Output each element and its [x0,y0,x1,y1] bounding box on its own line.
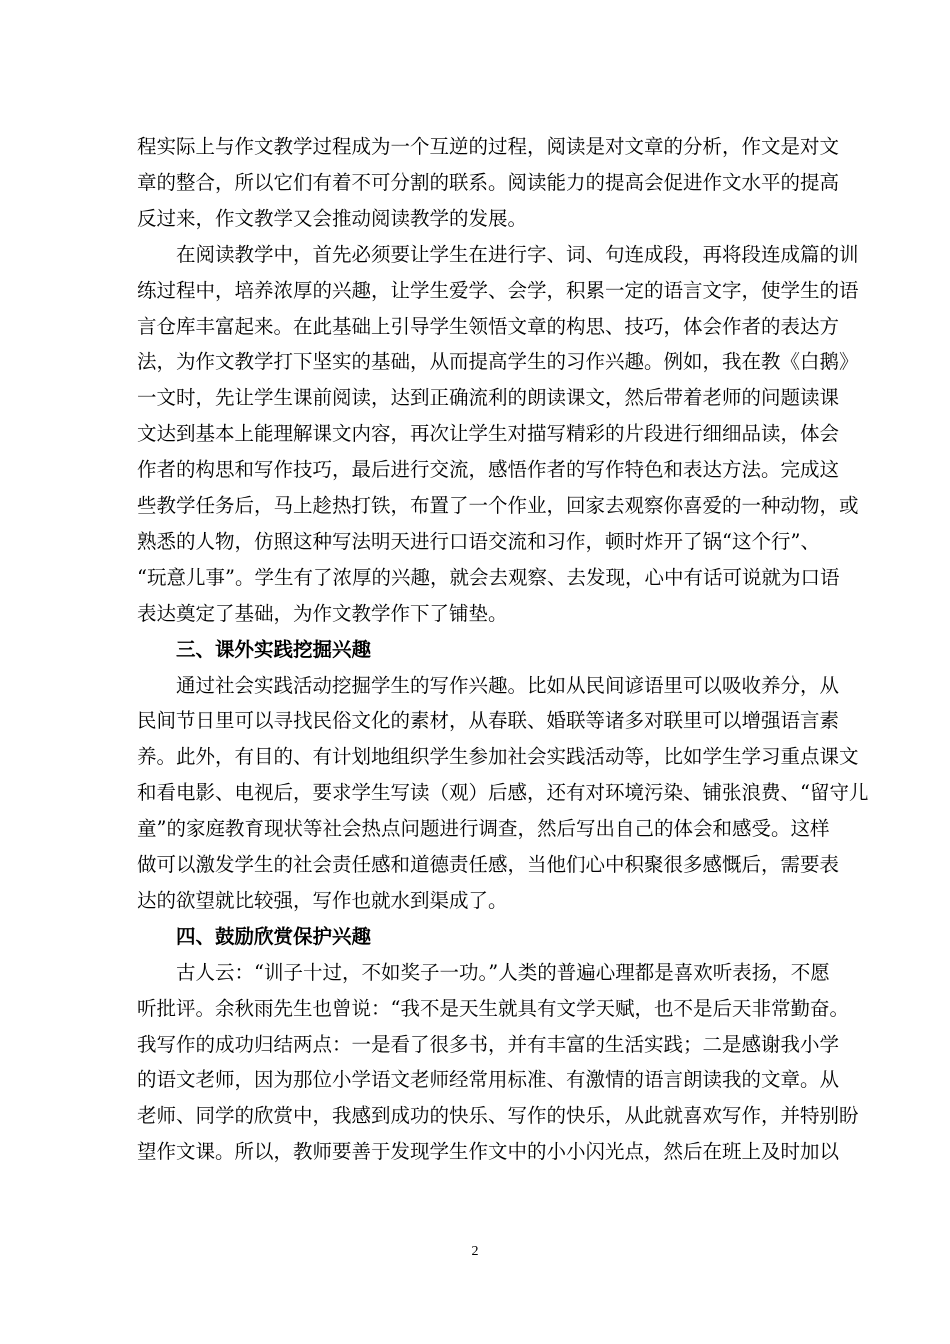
paragraph-line: 章的整合，所以它们有着不可分割的联系。阅读能力的提高会促进作文水平的提高 [137,170,840,194]
section-heading: 三、课外实践挖掘兴趣 [176,637,372,661]
paragraph-line: 听批评。余秋雨先生也曾说：“我不是天生就具有文学天赋，也不是后天非常勤奋。 [137,996,849,1020]
paragraph-line: 通过社会实践活动挖掘学生的写作兴趣。比如从民间谚语里可以吸收养分，从 [176,673,840,697]
paragraph-line: 作者的构思和写作技巧，最后进行交流，感悟作者的写作特色和表达方法。完成这 [137,458,840,482]
paragraph-line: 古人云：“训子十过，不如奖子一功。”人类的普遍心理都是喜欢听表扬，不愿 [176,960,830,984]
paragraph-line: 练过程中，培养浓厚的兴趣，让学生爱学、会学，积累一定的语言文字，使学生的语 [137,278,859,302]
paragraph-line: 老师、同学的欣赏中，我感到成功的快乐、写作的快乐，从此就喜欢写作，并特别盼 [137,1104,859,1128]
paragraph-line: 和看电影、电视后，要求学生写读（观）后感，还有对环境污染、铺张浪费、“留守儿 [137,781,869,805]
paragraph-line: 做可以激发学生的社会责任感和道德责任感，当他们心中积聚很多感慨后，需要表 [137,853,840,876]
paragraph-line: “玩意儿事”。学生有了浓厚的兴趣，就会去观察、去发现，心中有话可说就为口语 [137,565,840,589]
paragraph-line: 我写作的成功归结两点：一是看了很多书，并有丰富的生活实践；二是感谢我小学 [137,1032,840,1056]
paragraph-line: 熟悉的人物，仿照这种写法明天进行口语交流和习作，顿时炸开了锅“这个行”、 [137,529,820,553]
paragraph-line: 些教学任务后，马上趁热打铁，布置了一个作业，回家去观察你喜爱的一种动物，或 [137,494,859,517]
paragraph-line: 表达奠定了基础，为作文教学作下了铺垫。 [137,601,508,625]
paragraph-line: 法，为作文教学打下坚实的基础，从而提高学生的习作兴趣。例如，我在教《白鹅》 [137,350,859,374]
paragraph-line: 达的欲望就比较强，写作也就水到渠成了。 [137,888,508,912]
section-heading: 四、鼓励欣赏保护兴趣 [176,924,372,948]
paragraph-line: 民间节日里可以寻找民俗文化的素材，从春联、婚联等诸多对联里可以增强语言素 [137,709,840,733]
page-number: 2 [471,1244,479,1259]
paragraph-line: 文达到基本上能理解课文内容，再次让学生对描写精彩的片段进行细细品读，体会 [137,422,840,446]
paragraph-line: 在阅读教学中，首先必须要让学生在进行字、词、句连成段，再将段连成篇的训 [176,242,859,266]
paragraph-line: 言仓库丰富起来。在此基础上引导学生领悟文章的构思、技巧，体会作者的表达方 [137,314,840,338]
paragraph-line: 的语文老师，因为那位小学语文老师经常用标准、有激情的语言朗读我的文章。从 [137,1068,840,1092]
paragraph-line: 反过来，作文教学又会推动阅读教学的发展。 [137,206,528,230]
paragraph-line: 养。此外，有目的、有计划地组织学生参加社会实践活动等，比如学生学习重点课文 [137,745,859,769]
paragraph-line: 一文时，先让学生课前阅读，达到正确流利的朗读课文，然后带着老师的问题读课 [137,386,840,410]
paragraph-line: 童”的家庭教育现状等社会热点问题进行调查，然后写出自己的体会和感受。这样 [137,817,830,841]
paragraph-line: 望作文课。所以，教师要善于发现学生作文中的小小闪光点，然后在班上及时加以 [137,1140,840,1164]
paragraph-line: 程实际上与作文教学过程成为一个互逆的过程，阅读是对文章的分析，作文是对文 [137,135,840,158]
